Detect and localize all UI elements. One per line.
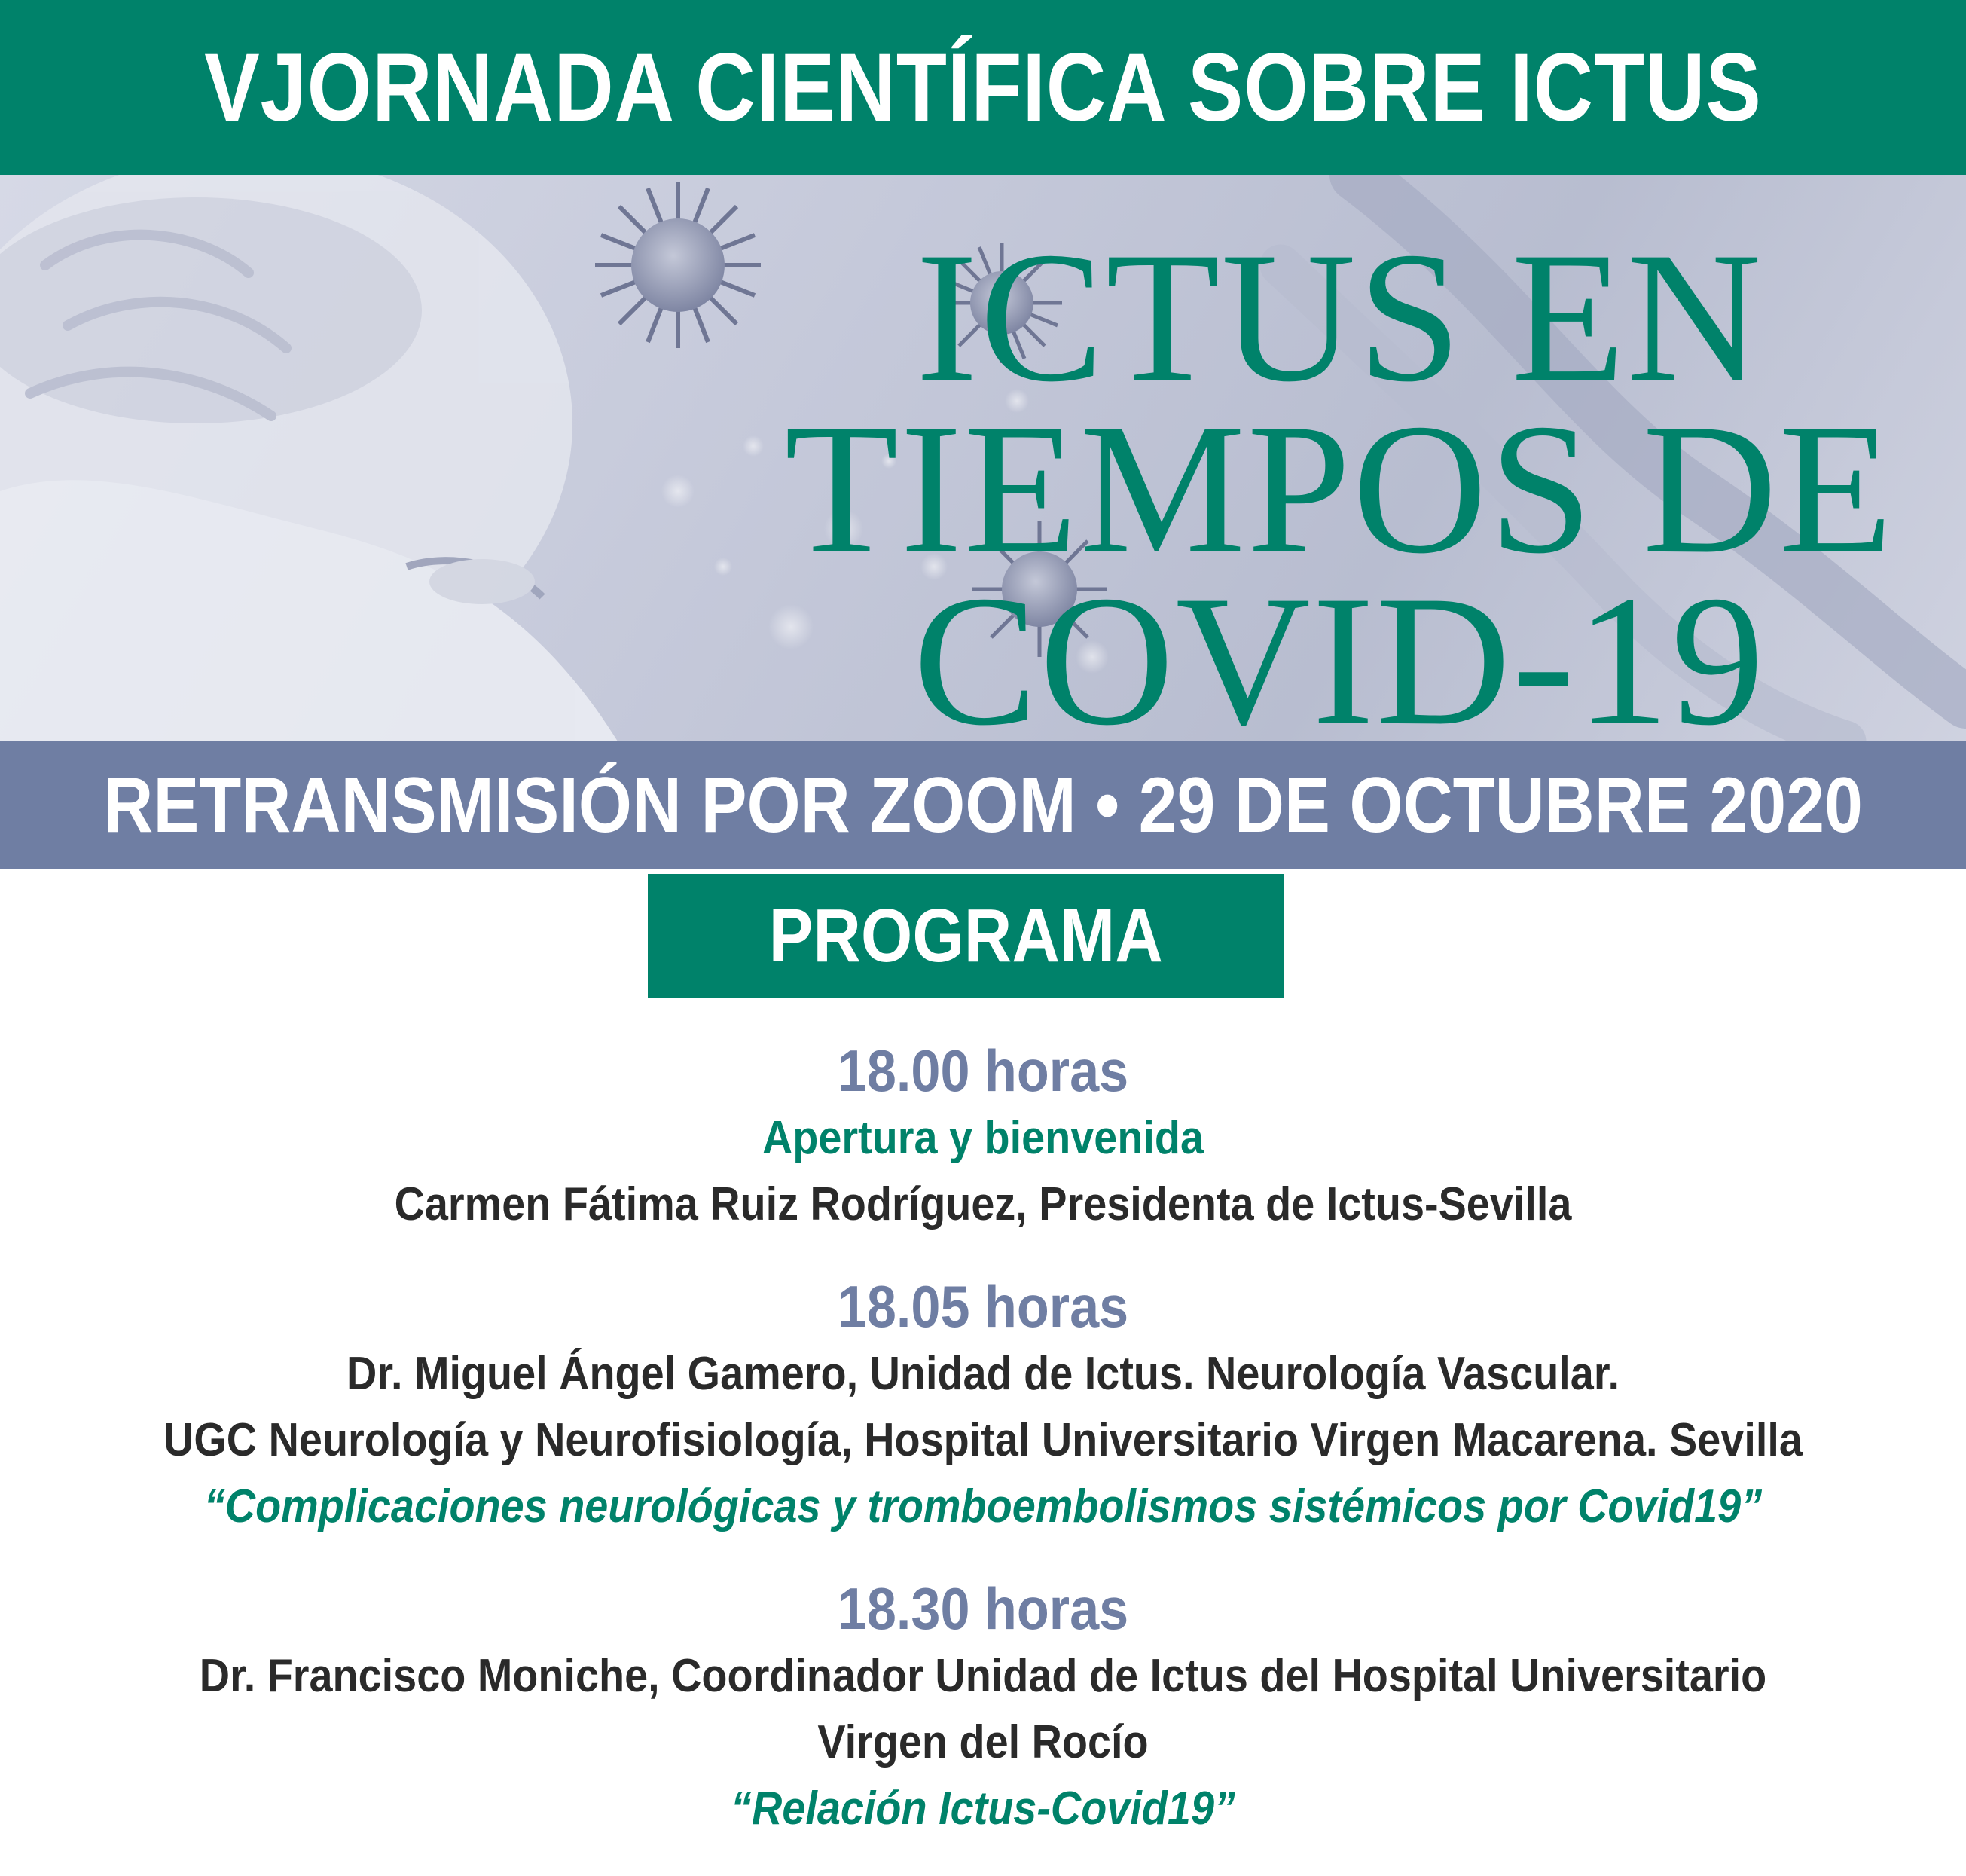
program-entry [0, 1036, 1966, 1238]
head-illustration [0, 175, 618, 741]
hero-headline [784, 213, 1894, 741]
top-banner [0, 0, 1966, 175]
headline-line-2: TIEMPOS DE [784, 385, 1894, 592]
entry-speaker: Dr. Miguel Ángel Gamero, Unidad de Ictus. Neurología Vascular. [346, 1348, 1620, 1400]
program-list [0, 1036, 1966, 1876]
virus-illustration-large [595, 182, 761, 348]
event-title: VJORNADA CIENTÍFICA SOBRE ICTUS [204, 33, 1762, 142]
headline-line-3: COVID-19 [913, 557, 1766, 741]
entry-speaker: Carmen Fátima Ruiz Rodríguez, Presidenta de Ictus-Sevilla [394, 1178, 1572, 1230]
entry-speaker: Dr. Francisco Moniche, Coordinador Unidad de Ictus del Hospital Universitario [199, 1650, 1767, 1702]
entry-talk-title: “Relación Ictus-Covid19” [731, 1783, 1235, 1835]
broadcast-date-text: RETRANSMISIÓN POR ZOOM • 29 DE OCTUBRE 2020 [103, 761, 1863, 849]
entry-time: 18.30 horas [837, 1575, 1129, 1642]
entry-speaker: Virgen del Rocío [817, 1716, 1149, 1768]
entry-time: 18.00 horas [837, 1037, 1129, 1104]
entry-talk-title: “Complicaciones neurológicas y tromboembolismos sistémicos por Covid19” [203, 1480, 1763, 1532]
entry-subtitle: Apertura y bienvenida [762, 1112, 1204, 1164]
programa-heading [648, 874, 1284, 998]
entry-time: 18.05 horas [837, 1273, 1129, 1340]
hero-image [0, 175, 1966, 741]
program-entry [0, 1574, 1966, 1842]
program-entry [0, 1272, 1966, 1540]
headline-line-1: ICTUS EN [915, 213, 1763, 420]
programa-label: PROGRAMA [768, 894, 1164, 978]
date-bar [0, 741, 1966, 869]
entry-speaker: UGC Neurología y Neurofisiología, Hospital Universitario Virgen Macarena. Sevilla [163, 1414, 1803, 1466]
